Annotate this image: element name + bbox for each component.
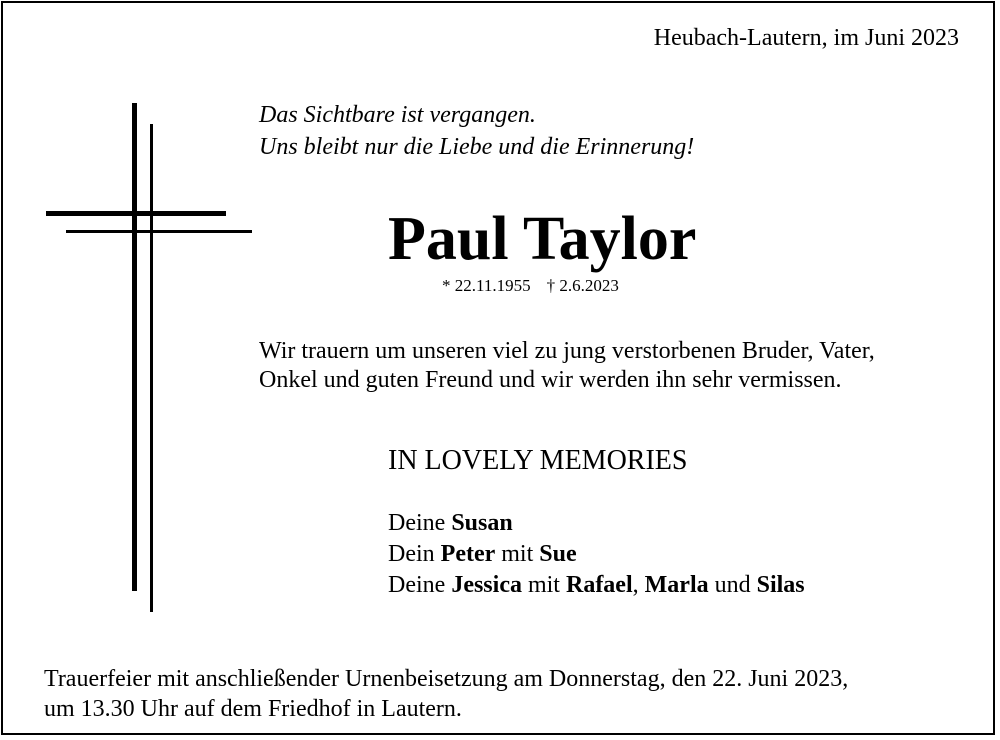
- funeral-line-1: Trauerfeier mit anschließender Urnenbeisetzung am Donnerstag, den 22. Juni 2023,: [44, 666, 849, 692]
- family-row: [388, 508, 805, 539]
- family-name: Rafael: [565, 572, 633, 598]
- family-row: [388, 539, 805, 570]
- funeral-info: [44, 664, 848, 724]
- family-name: Sue: [539, 541, 577, 567]
- memories-heading: IN LOVELY MEMORIES: [388, 445, 688, 476]
- deceased-name: Paul Taylor: [388, 205, 697, 273]
- place-date: Heubach-Lautern, im Juni 2023: [653, 25, 959, 51]
- cross-horizontal-bar-back: [66, 230, 252, 233]
- memorial-quote: [259, 99, 694, 163]
- family-connector: ,: [632, 572, 645, 598]
- funeral-line-2: um 13.30 Uhr auf dem Friedhof in Lautern.: [44, 696, 462, 722]
- family-name: Marla: [644, 572, 709, 598]
- family-prefix: Deine: [388, 510, 452, 536]
- family-connector: und: [708, 572, 757, 598]
- family-prefix: Deine: [388, 572, 452, 598]
- mourning-message: [259, 337, 875, 395]
- message-line-2: Onkel und guten Freund und wir werden ihn sehr vermissen.: [259, 367, 842, 393]
- family-name: Jessica: [451, 572, 522, 598]
- cross-horizontal-bar-front: [46, 211, 226, 216]
- family-prefix: Dein: [388, 541, 441, 567]
- cross-vertical-bar-back: [150, 124, 153, 612]
- family-connector: mit: [521, 572, 566, 598]
- family-signatures: [388, 508, 805, 601]
- birth-date: * 22.11.1955: [442, 276, 531, 295]
- death-date: † 2.6.2023: [546, 276, 619, 295]
- family-row: [388, 570, 805, 601]
- quote-line-1: Das Sichtbare ist vergangen.: [259, 102, 536, 128]
- family-name: Peter: [440, 541, 496, 567]
- life-dates: [442, 275, 619, 297]
- message-line-1: Wir trauern um unseren viel zu jung verstorbenen Bruder, Vater,: [259, 338, 875, 364]
- family-name: Silas: [756, 572, 805, 598]
- family-name: Susan: [451, 510, 513, 536]
- family-connector: mit: [495, 541, 540, 567]
- cross-vertical-bar-front: [132, 103, 137, 591]
- quote-line-2: Uns bleibt nur die Liebe und die Erinnerung!: [259, 134, 695, 160]
